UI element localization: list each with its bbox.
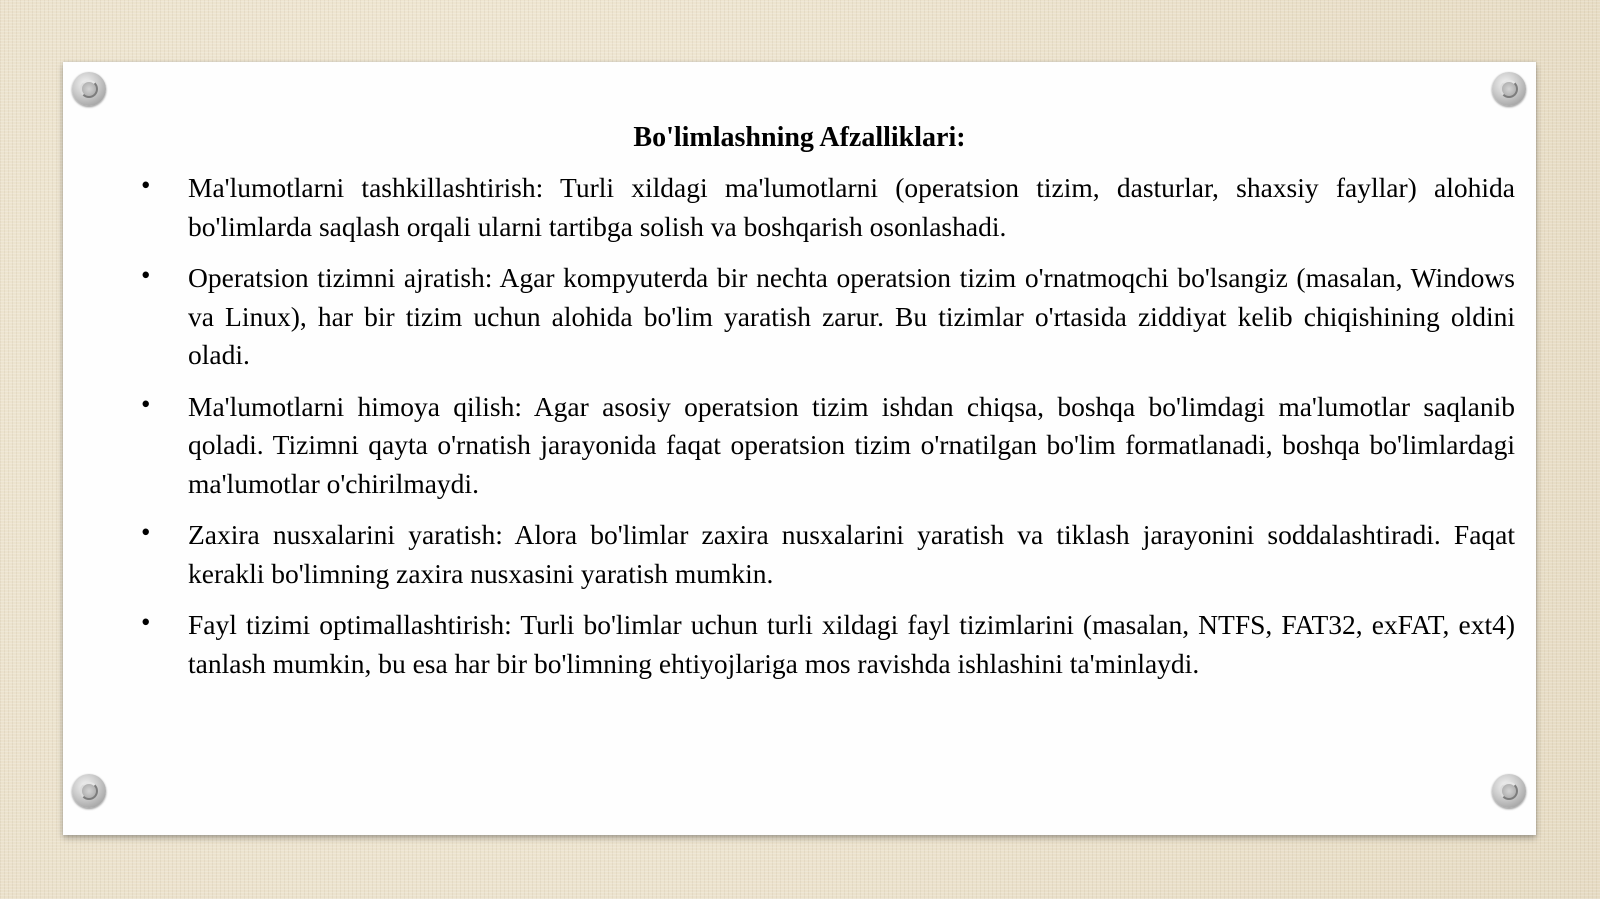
screw-icon [72,72,106,106]
bullet-icon: • [141,607,151,637]
screw-icon [1492,72,1526,106]
list-item-text: Operatsion tizimni ajratish: Agar kompyuterda bir nechta operatsion tizim o'rnatmoqchi bo'lsangiz (masalan, Windows va Linux), har bir tizim uchun alohida bo'lim yaratish zarur. Bu tizimlar o'rtasida ziddiyat kelib chiqishining oldini oladi. [188,262,1515,370]
screw-icon [1492,774,1526,808]
list-item [141,169,1515,246]
list-item [141,259,1515,375]
bullet-icon: • [141,517,151,547]
bullet-icon: • [141,388,151,419]
list-item-text: Zaxira nusxalarini yaratish: Alora bo'limlar zaxira nusxalarini yaratish va tiklash jarayonini soddalashtiradi. Faqat kerakli bo'limning zaxira nusxasini yaratish mumkin. [188,519,1515,589]
slide-card [63,62,1536,835]
bullet-icon: • [141,170,151,200]
screw-icon [72,774,106,808]
list-item-text: Fayl tizimi optimallashtirish: Turli bo'limlar uchun turli xildagi fayl tizimlarini (masalan, NTFS, FAT32, exFAT, ext4) tanlash mumkin, bu esa har bir bo'limning ehtiyojlariga mos ravishda ishlashini ta'minlaydi. [188,609,1515,679]
list-item-text: Ma'lumotlarni tashkillashtirish: Turli xildagi ma'lumotlarni (operatsion tizim, dasturlar, shaxsiy fayllar) alohida bo'limlarda saqlash orqali ularni tartibga solish va boshqarish osonlashadi. [188,172,1515,242]
list-item [141,516,1515,593]
list-item [141,606,1515,683]
list-item-text: Ma'lumotlarni himoya qilish: Agar asosiy operatsion tizim ishdan chiqsa, boshqa bo'limdagi ma'lumotlar saqlanib qoladi. Tizimni qayta o'rnatish jarayonida faqat operatsion tizim o'rnatilgan bo'lim formatlanadi, boshqa bo'limlardagi ma'lumotlar o'chirilmaydi. [188,390,1515,499]
bullet-list [141,169,1515,696]
list-item [141,388,1515,504]
slide-title: Bo'limlashning Afzalliklari: [633,122,966,153]
bullet-icon: • [141,260,151,290]
